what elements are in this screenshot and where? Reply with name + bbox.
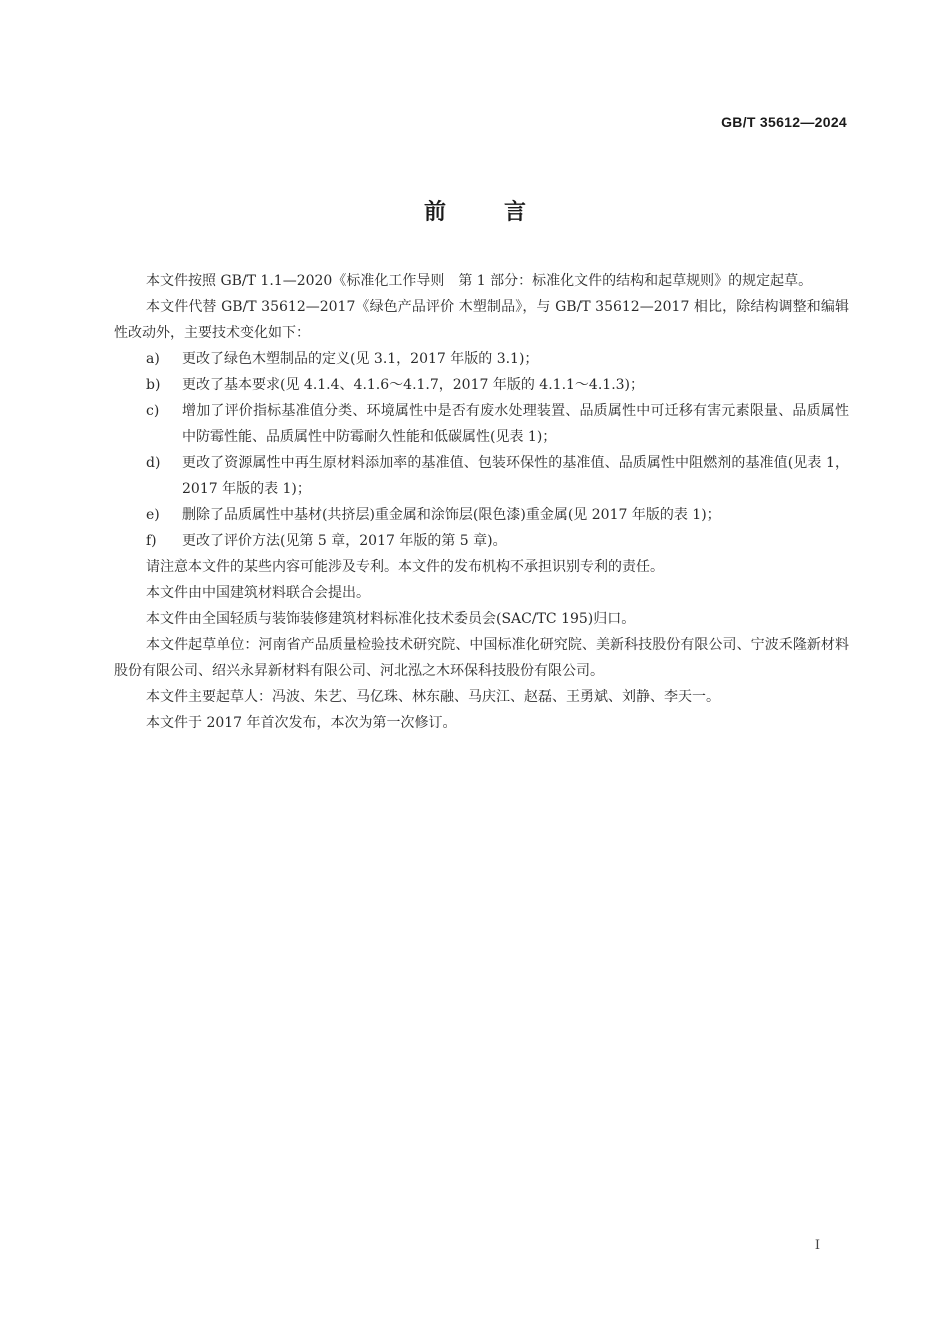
list-item bbox=[114, 502, 849, 528]
paragraph-patent-notice: 请注意本文件的某些内容可能涉及专利。本文件的发布机构不承担识别专利的责任。 bbox=[146, 559, 664, 575]
paragraph-drafting-rules: 本文件按照 GB/T 1.1—2020《标准化工作导则 第 1 部分：标准化文件的结构和起草规则》的规定起草。 bbox=[146, 273, 813, 289]
list-item-text: 更改了绿色木塑制品的定义(见 3.1，2017 年版的 3.1)； bbox=[182, 351, 539, 367]
list-item bbox=[114, 372, 849, 398]
change-list bbox=[114, 346, 849, 554]
list-item-letter: e) bbox=[146, 507, 160, 523]
paragraph-history: 本文件于 2017 年首次发布，本次为第一次修订。 bbox=[146, 715, 457, 731]
list-item-text: 更改了资源属性中再生原材料添加率的基准值、包装环保性的基准值、品质属性中阻燃剂的基准值(见表 1，2017 年版的表 1)； bbox=[182, 455, 849, 497]
list-item-letter: a) bbox=[146, 351, 160, 367]
paragraph-committee: 本文件由全国轻质与装饰装修建筑材料标准化技术委员会(SAC/TC 195)归口。 bbox=[146, 611, 636, 627]
list-item bbox=[114, 450, 849, 502]
page-title: 前言 bbox=[423, 200, 584, 225]
list-item bbox=[114, 398, 849, 450]
list-item-letter: b) bbox=[146, 377, 161, 393]
list-item-text: 删除了品质属性中基材(共挤层)重金属和涂饰层(限色漆)重金属(见 2017 年版的表 1)； bbox=[182, 507, 721, 523]
list-item-letter: f) bbox=[146, 533, 157, 549]
list-item bbox=[114, 528, 849, 554]
list-item-text: 增加了评价指标基准值分类、环境属性中是否有废水处理装置、品质属性中可迁移有害元素限量、品质属性中防霉性能、品质属性中防霉耐久性能和低碳属性(见表 1)； bbox=[182, 403, 849, 445]
paragraph-replacement-notice: 本文件代替 GB/T 35612—2017《绿色产品评价 木塑制品》，与 GB/T 35612—2017 相比，除结构调整和编辑性改动外，主要技术变化如下： bbox=[114, 299, 849, 341]
page-number: I bbox=[814, 1238, 820, 1253]
paragraph-proposer: 本文件由中国建筑材料联合会提出。 bbox=[146, 585, 370, 601]
standard-number: GB/T 35612—2024 bbox=[721, 114, 847, 130]
list-item bbox=[114, 346, 849, 372]
list-item-text: 更改了基本要求(见 4.1.4、4.1.6～4.1.7，2017 年版的 4.1.1～4.1.3)； bbox=[182, 377, 645, 393]
list-item-letter: c) bbox=[146, 403, 160, 419]
document-body bbox=[114, 268, 849, 736]
list-item-letter: d) bbox=[146, 455, 161, 471]
paragraph-drafting-units: 本文件起草单位：河南省产品质量检验技术研究院、中国标准化研究院、美新科技股份有限公司、宁波禾隆新材料股份有限公司、绍兴永昇新材料有限公司、河北泓之木环保科技股份有限公司。 bbox=[114, 637, 849, 679]
paragraph-drafters: 本文件主要起草人：冯波、朱艺、马亿珠、林东融、马庆江、赵磊、王勇斌、刘静、李天一。 bbox=[146, 689, 720, 705]
list-item-text: 更改了评价方法(见第 5 章，2017 年版的第 5 章)。 bbox=[182, 533, 507, 549]
